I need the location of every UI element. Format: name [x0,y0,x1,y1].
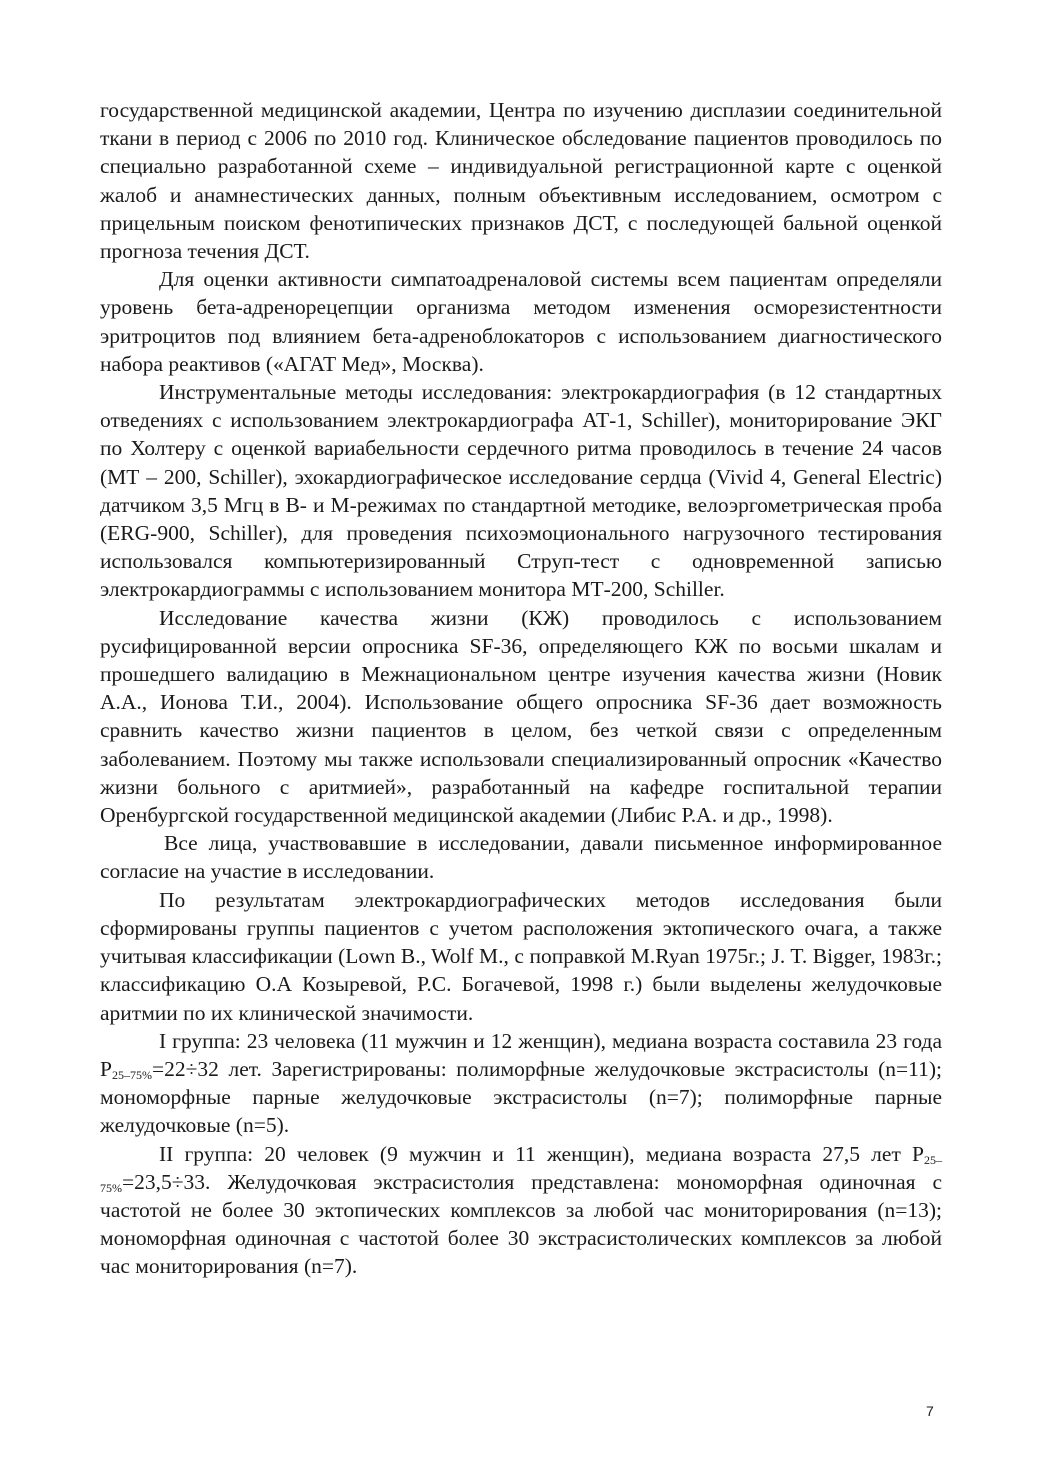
group-2-text-end: =23,5÷33. Желудочковая экстрасистолия представлена: мономорфная одиночная с частотой не более 30 эктопических комплексов за любой час мониторирования (n=13); мономорфная одиночная с частотой более 30 экстрасистолических комплексов за любой час мониторирования (n=7). [100,1169,942,1279]
paragraph-group-1 [100,1027,942,1140]
paragraph-consent: Все лица, участвовавшие в исследовании, давали письменное информированное согласие на участие в исследовании. [100,831,942,884]
group-2-text-start: II группа: 20 человек (9 мужчин и 11 женщин), медиана возраста 27,5 лет P [159,1141,924,1166]
group-2-percentile-subscript: 25–75% [100,1152,942,1195]
paragraph-groups-formation: По результатам электрокардиографических методов исследования были сформированы группы пациентов с учетом расположения эктопического очага, а также учитывая классификации (Lown B., Wolf M., с поправкой M.Ryan 1975г.; J. T. Bigger, 1983г.; классификацию О.А Козыревой, Р.С. Богачевой, 1998 г.) были выделены желудочковые аритмии по их клинической значимости. [100,887,942,1025]
paragraph-sympathoadrenal: Для оценки активности симпатоадреналовой системы всем пациентам определяли уровень бета-адренорецепции организма методом изменения осморезистентности эритроцитов под влиянием бета-адреноблокаторов с использованием диагностического набора реактивов («АГАТ Мед», Москва). [100,267,942,376]
page-number: 7 [926,1403,934,1419]
paragraph-group-2 [100,1140,942,1281]
paragraph-methods-intro: государственной медицинской академии, Центра по изучению дисплазии соединительной ткани в период с 2006 по 2010 год. Клиническое обследование пациентов проводилось по специально разработанной схеме – индивидуальной регистрационной карте с оценкой жалоб и анамнестических данных, полным объективным исследованием, осмотром с прицельным поиском фенотипических признаков ДСТ, с последующей бальной оценкой прогноза течения ДСТ. [100,98,942,264]
group-1-text-end: =22÷32 лет. Зарегистрированы: полиморфные желудочковые экстрасистолы (n=11); мономорфные парные желудочковые экстрасистолы (n=7); полиморфные парные желудочковые (n=5). [100,1056,942,1138]
paragraph-instrumental-methods: Инструментальные методы исследования: электрокардиография (в 12 стандартных отведениях с использованием электрокардиографа АТ-1, Schiller), мониторирование ЭКГ по Холтеру с оценкой вариабельности сердечного ритма проводилось в течение 24 часов (МТ – 200, Schiller), эхокардиографическое исследование сердца (Vivid 4, General Electric) датчиком 3,5 Мгц в В- и М-режимах по стандартной методике, велоэргометрическая проба (ERG-900, Schiller), для проведения психоэмоционального нагрузочного тестирования использовался компьютеризированный Струп-тест с одновременной записью электрокардиограммы с использованием монитора МТ-200, Schiller. [100,380,942,602]
document-body [100,96,942,1281]
group-1-percentile-subscript: 25–75% [111,1067,152,1082]
group-1-text-start: I группа: 23 человека (11 мужчин и 12 женщин), медиана возраста составила 23 года P [100,1028,942,1081]
paragraph-quality-of-life: Исследование качества жизни (КЖ) проводилось с использованием русифицированной версии опросника SF-36, определяющего КЖ по восьми шкалам и прошедшего валидацию в Межнациональном центре изучения качества жизни (Новик А.А., Ионова Т.И., 2004). Использование общего опросника SF-36 дает возможность сравнить качество жизни пациентов в целом, без четкой связи с определенным заболеванием. Поэтому мы также использовали специализированный опросник «Качество жизни больного с аритмией», разработанный на кафедре госпитальной терапии Оренбургской государственной медицинской академии (Либис Р.А. и др., 1998). [100,605,942,828]
